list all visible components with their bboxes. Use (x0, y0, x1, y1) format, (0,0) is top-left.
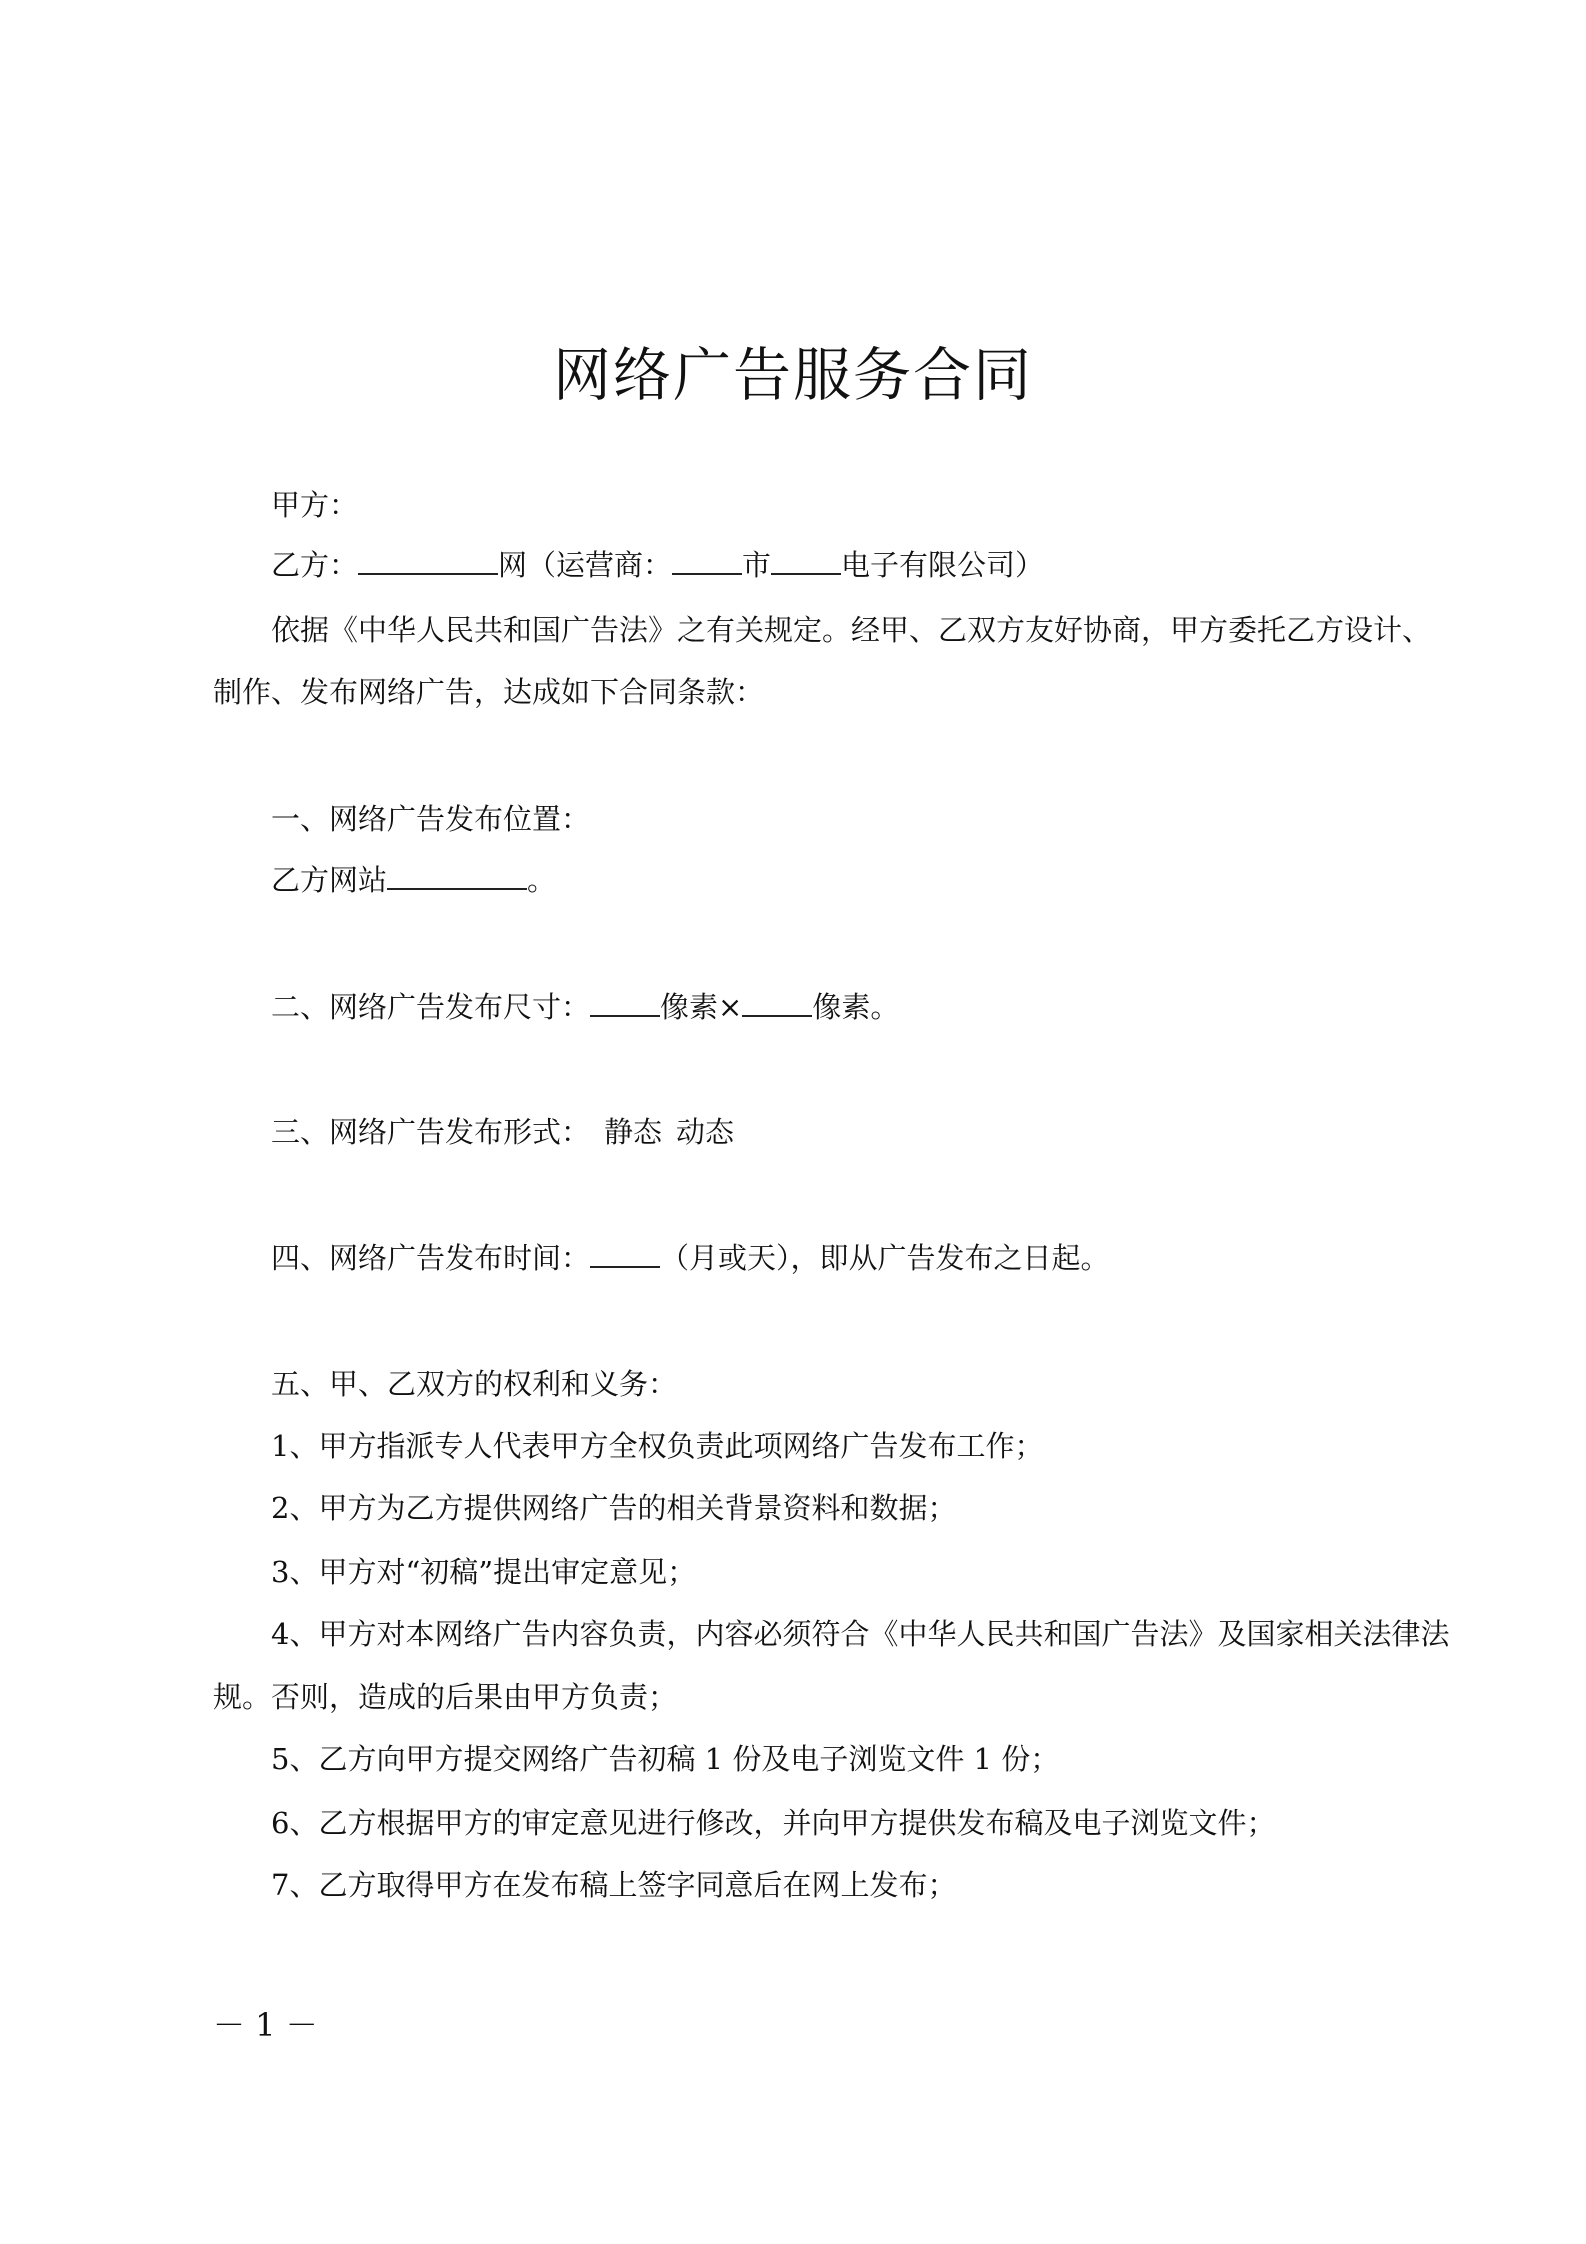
city-text: 市 (742, 548, 772, 582)
period: 。 (527, 863, 557, 897)
page-number: － 1 － (213, 2006, 318, 2044)
party-a-line: 甲方： (271, 488, 359, 522)
party-b-line (271, 547, 1044, 583)
intro-line-1: 依据《中华人民共和国广告法》之有关规定。经甲、乙双方友好协商，甲方委托乙方设计、 (271, 613, 1432, 647)
duration-suffix: （月或天），即从广告发布之日起。 (660, 1241, 1110, 1275)
list-item: 4、甲方对本网络广告内容负责，内容必须符合《中华人民共和国广告法》及国家相关法律法 (271, 1617, 1450, 1651)
option-dynamic[interactable]: 动态 (676, 1115, 735, 1149)
party-b-label: 乙方： (271, 548, 359, 582)
site-label: 乙方网站 (271, 863, 388, 897)
unit-1: 像素× (660, 990, 743, 1024)
section-5-heading: 五、甲、乙双方的权利和义务： (271, 1367, 678, 1401)
section-1-line (271, 862, 556, 898)
height-blank[interactable] (742, 989, 812, 1017)
company-blank[interactable] (771, 547, 841, 575)
width-blank[interactable] (590, 989, 660, 1017)
intro-line-2: 制作、发布网络广告，达成如下合同条款： (213, 675, 765, 709)
list-item: 5、乙方向甲方提交网络广告初稿 1 份及电子浏览文件 1 份； (271, 1742, 1060, 1776)
site-blank[interactable] (387, 862, 527, 890)
section-1-heading: 一、网络广告发布位置： (271, 802, 591, 836)
website-blank[interactable] (358, 547, 498, 575)
section-4-line (271, 1240, 1110, 1276)
option-static[interactable]: 静态 (604, 1115, 663, 1149)
list-item: 2、甲方为乙方提供网络广告的相关背景资料和数据； (271, 1491, 957, 1525)
list-item-continuation: 规。否则，造成的后果由甲方负责； (213, 1680, 678, 1714)
document-title: 网络广告服务合同 (552, 341, 1033, 409)
list-item: 3、甲方对“初稿”提出审定意见； (271, 1555, 697, 1589)
unit-2: 像素。 (812, 990, 900, 1024)
section-3-line (271, 1114, 734, 1150)
list-item: 6、乙方根据甲方的审定意见进行修改，并向甲方提供发布稿及电子浏览文件； (271, 1806, 1276, 1840)
list-item: 1、甲方指派专人代表甲方全权负责此项网络广告发布工作； (271, 1429, 1044, 1463)
net-text: 网（运营商： (498, 548, 673, 582)
section-4-heading: 四、网络广告发布时间： (271, 1241, 591, 1275)
duration-blank[interactable] (590, 1240, 660, 1268)
section-3-heading: 三、网络广告发布形式： (271, 1115, 591, 1149)
section-2-line (271, 989, 899, 1025)
company-text: 电子有限公司） (841, 548, 1045, 582)
city-blank[interactable] (672, 547, 742, 575)
list-item: 7、乙方取得甲方在发布稿上签字同意后在网上发布； (271, 1868, 957, 1902)
section-2-heading: 二、网络广告发布尺寸： (271, 990, 591, 1024)
